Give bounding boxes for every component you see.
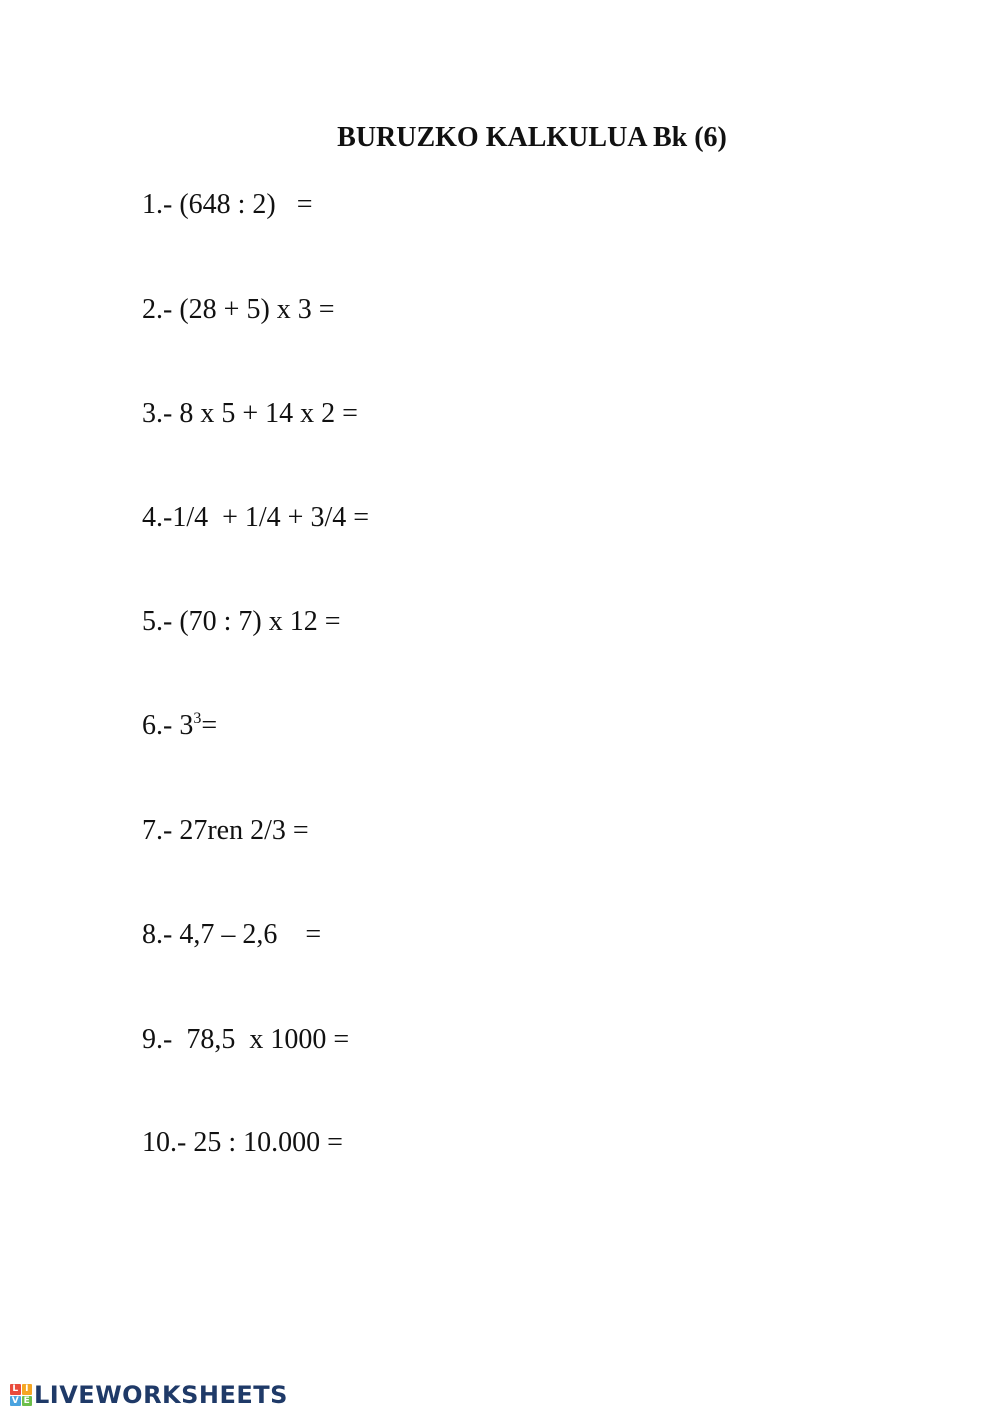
exercise-2: 2.- (28 + 5) x 3 = bbox=[142, 294, 335, 325]
exercise-8: 8.- 4,7 – 2,6 = bbox=[142, 919, 322, 950]
logo-mark-letter: L bbox=[10, 1384, 21, 1395]
logo-mark-letter: I bbox=[22, 1384, 33, 1395]
logo-mark-letter: E bbox=[22, 1396, 33, 1407]
page-title: BURUZKO KALKULUA Bk (6) bbox=[337, 122, 727, 153]
exercise-1: 1.- (648 : 2) = bbox=[142, 189, 313, 220]
logo-text: LIVEWORKSHEETS bbox=[34, 1381, 288, 1409]
logo-mark-letter: V bbox=[11, 1395, 19, 1406]
exercise-6-exponent: 3 bbox=[193, 710, 202, 727]
exercise-7: 7.- 27ren 2/3 = bbox=[142, 815, 309, 846]
exercise-4: 4.-1/4 + 1/4 + 3/4 = bbox=[142, 502, 370, 533]
liveworksheets-logo-icon bbox=[10, 1384, 32, 1406]
exercise-6 bbox=[142, 706, 217, 746]
exercise-6-suffix: = bbox=[201, 710, 218, 741]
exercise-10: 10.- 25 : 10.000 = bbox=[142, 1127, 343, 1158]
exercise-9: 9.- 78,5 x 1000 = bbox=[142, 1024, 350, 1055]
exercise-3: 3.- 8 x 5 + 14 x 2 = bbox=[142, 398, 358, 429]
exercise-6-base: 6.- 3 bbox=[142, 710, 194, 741]
liveworksheets-logo bbox=[10, 1380, 288, 1410]
exercise-5: 5.- (70 : 7) x 12 = bbox=[142, 606, 341, 637]
